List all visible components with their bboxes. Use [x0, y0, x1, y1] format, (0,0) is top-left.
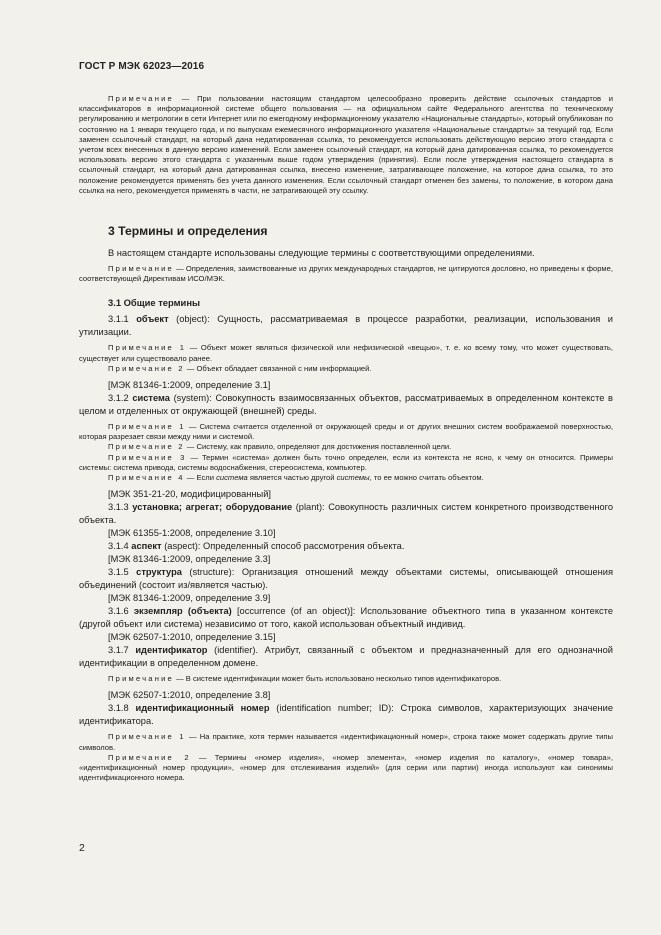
term-3-1-5-source: [МЭК 81346-1:2009, определение 3.9] — [108, 593, 271, 604]
intro-note-text: — При пользовании настоящим стандартом целесообразно проверить действие ссылочных стандартов и классификаторов в информационной системе общего пользования — на официальном сайте Федерального агентства по техническому регулированию и метрологии в сети Интернет или по ежегодному информационному указателю «Национальные стандарты», который опубликован по состоянию на 1 января текущего года, и по выпускам ежемесячного информационного указателя «Национальные стандарты» за текущий год. Если заменен ссылочный стандарт, на который дана недатированная ссылка, то рекомендуется использовать действующую версию этого стандарта с учетом всех внесенных в данную версию изменений. Если заменен ссылочный стандарт, на который дана датированная ссылка, то рекомендуется использовать версию этого стандарта с указанным выше годом утверждения (принятия). Если после утверждения настоящего стандарта в ссылочный стандарт, на который дана датированная ссылка, внесено изменение, затрагивающее положение, на которое дана ссылка, то это положение рекомендуется применять без учета данного изменения. Если ссылочный стандарт отменен без замены, то положение, в котором дана ссылка на него, рекомендуется применять в части, не затрагивающей эту ссылку. — [79, 94, 613, 195]
term-3-1-7 — [79, 644, 613, 670]
term-3-1-5 — [79, 566, 613, 592]
term-3-1-2-note-1 — [79, 422, 613, 442]
term-3-1-3 — [79, 501, 613, 527]
note-text: является частью другой — [247, 473, 337, 483]
section-3-note-text: — Определения, заимствованные из других международных стандартов, не цитируются дословно, но приведены к форме, соответствующей Директивам ИСО/МЭК. — [79, 264, 613, 284]
term-3-1-1-note-1 — [79, 343, 613, 363]
note-text: — Если — [184, 473, 217, 483]
term-3-1-3-source: [МЭК 61355-1:2008, определение 3.10] — [108, 528, 276, 539]
section-3-intro: В настоящем стандарте использованы следующие термины с соответствующими определениями. — [108, 248, 535, 259]
note-label: Примечание 2 — [108, 752, 191, 762]
term-definition: (identification number; ID): Строка символов, характеризующих значение идентификатора. — [79, 703, 613, 727]
note-text: , то ее можно считать объектом. — [369, 473, 484, 483]
page-content — [79, 94, 613, 783]
term-name: экземпляр (объекта) — [133, 606, 232, 617]
term-definition: (aspect): Определенный способ рассмотрения объекта. — [161, 541, 405, 552]
note-label: Примечание 4 — [108, 473, 185, 483]
term-definition: [occurrence (of an object)]: Использование объектного типа в указанном контексте (другой объект или система) независимо от того, какой использован объектный индивид. — [79, 606, 613, 630]
note-text: — Система считается отделенной от окружающей среды и от других внешних систем воображаемой поверхностью, которая разрезает связи между ними и системой. — [79, 422, 613, 442]
note-label: Примечание 3 — [108, 452, 187, 462]
term-number: 3.1.6 — [108, 606, 129, 617]
intro-note — [79, 94, 613, 196]
term-number: 3.1.3 — [108, 502, 129, 513]
term-3-1-2-note-3 — [79, 453, 613, 473]
note-label: Примечание 2 — [108, 442, 185, 452]
term-3-1-1 — [79, 313, 613, 339]
term-3-1-4 — [79, 540, 613, 553]
note-label: Примечание 1 — [108, 732, 186, 742]
term-number: 3.1.8 — [108, 703, 129, 714]
note-label: Примечание — [108, 674, 174, 684]
note-label: Примечание 1 — [108, 343, 187, 353]
note-text: — Термины «номер изделия», «номер элемента», «номер изделия по каталогу», «номер товара», «идентификационный номер продукции», «номер для отслеживания изделий» (для серии или партии) иногда используют как синонимы идентификационного номера. — [79, 752, 613, 783]
term-3-1-2-source: [МЭК 351-21-20, модифицированный] — [108, 489, 271, 500]
term-definition: (object): Сущность, рассматриваемая в процессе разработки, реализации, использования и утилизации. — [79, 314, 613, 338]
note-label: Примечание 2 — [108, 363, 185, 373]
term-name: структура — [136, 567, 182, 578]
term-3-1-8-note-1 — [79, 732, 613, 752]
note-text: — Объект может являться физической или нефизической «вещью», т. е. ко всему тому, что может существовать, существует или существовало ранее. — [79, 343, 613, 363]
subsection-3-1-title: 3.1 Общие термины — [108, 297, 200, 309]
term-3-1-6 — [79, 605, 613, 631]
term-name: аспект — [131, 541, 162, 552]
note-label: Примечание — [108, 94, 174, 103]
term-3-1-6-source: [МЭК 62507-1:2010, определение 3.15] — [108, 632, 276, 643]
term-3-1-1-note-2 — [79, 364, 613, 374]
term-3-1-7-source: [МЭК 62507-1:2010, определение 3.8] — [108, 690, 271, 701]
term-3-1-2 — [79, 392, 613, 418]
term-name: установка; агрегат; оборудование — [132, 502, 293, 513]
term-3-1-8-note-2 — [79, 753, 613, 784]
term-3-1-7-note — [79, 674, 613, 684]
section-3-note — [79, 264, 613, 284]
term-number: 3.1.1 — [108, 314, 129, 325]
page-number: 2 — [79, 842, 85, 854]
term-definition: (identifier). Атрибут, связанный с объектом и предназначенный для его однозначной идентификации в определенном домене. — [79, 645, 613, 669]
note-label: Примечание — [108, 264, 174, 274]
note-text: — Объект обладает связанной с ним информацией. — [184, 363, 372, 373]
term-3-1-8 — [79, 702, 613, 728]
term-number: 3.1.7 — [108, 645, 129, 656]
note-italic: система — [216, 473, 248, 483]
term-3-1-2-note-4 — [79, 473, 613, 483]
term-3-1-4-source: [МЭК 81346-1:2009, определение 3.3] — [108, 554, 271, 565]
note-italic: системы — [336, 473, 370, 483]
note-text: — В системе идентификации может быть использовано несколько типов идентификаторов. — [173, 674, 502, 684]
term-number: 3.1.4 — [108, 541, 129, 552]
term-name: система — [132, 393, 170, 404]
section-3-title: 3 Термины и определения — [108, 224, 268, 239]
term-name: идентификатор — [135, 645, 208, 656]
page-header: ГОСТ Р МЭК 62023—2016 — [79, 61, 205, 72]
term-3-1-1-source: [МЭК 81346-1:2009, определение 3.1] — [108, 380, 271, 391]
term-name: идентификационный номер — [135, 703, 270, 714]
term-number: 3.1.2 — [108, 393, 129, 404]
note-text: — Термин «система» должен быть точно определен, если из контекста не ясно, к чему он относится. Примеры системы: система привода, системы водоснабжения, стереосистема, компьютер. — [79, 452, 614, 472]
term-definition: (structure): Организация отношений между объектами системы, описывающей отношения объединений (состоит из/является частью). — [79, 567, 613, 591]
term-definition: (plant): Совокупность различных систем конкретного производственного объекта. — [79, 502, 613, 526]
note-text: — На практике, хотя термин называется «идентификационный номер», строка также может содержать другие типы символов. — [79, 732, 613, 752]
term-name: объект — [136, 314, 169, 325]
note-label: Примечание 1 — [108, 422, 186, 432]
note-text: — Систему, как правило, определяют для достижения поставленной цели. — [184, 442, 452, 452]
term-3-1-2-note-2 — [79, 442, 613, 452]
term-number: 3.1.5 — [108, 567, 129, 578]
term-definition: (system): Совокупность взаимосвязанных объектов, рассматриваемых в определенном контексте в целом и отделенных от окружающей (внешней) среды. — [79, 393, 613, 417]
